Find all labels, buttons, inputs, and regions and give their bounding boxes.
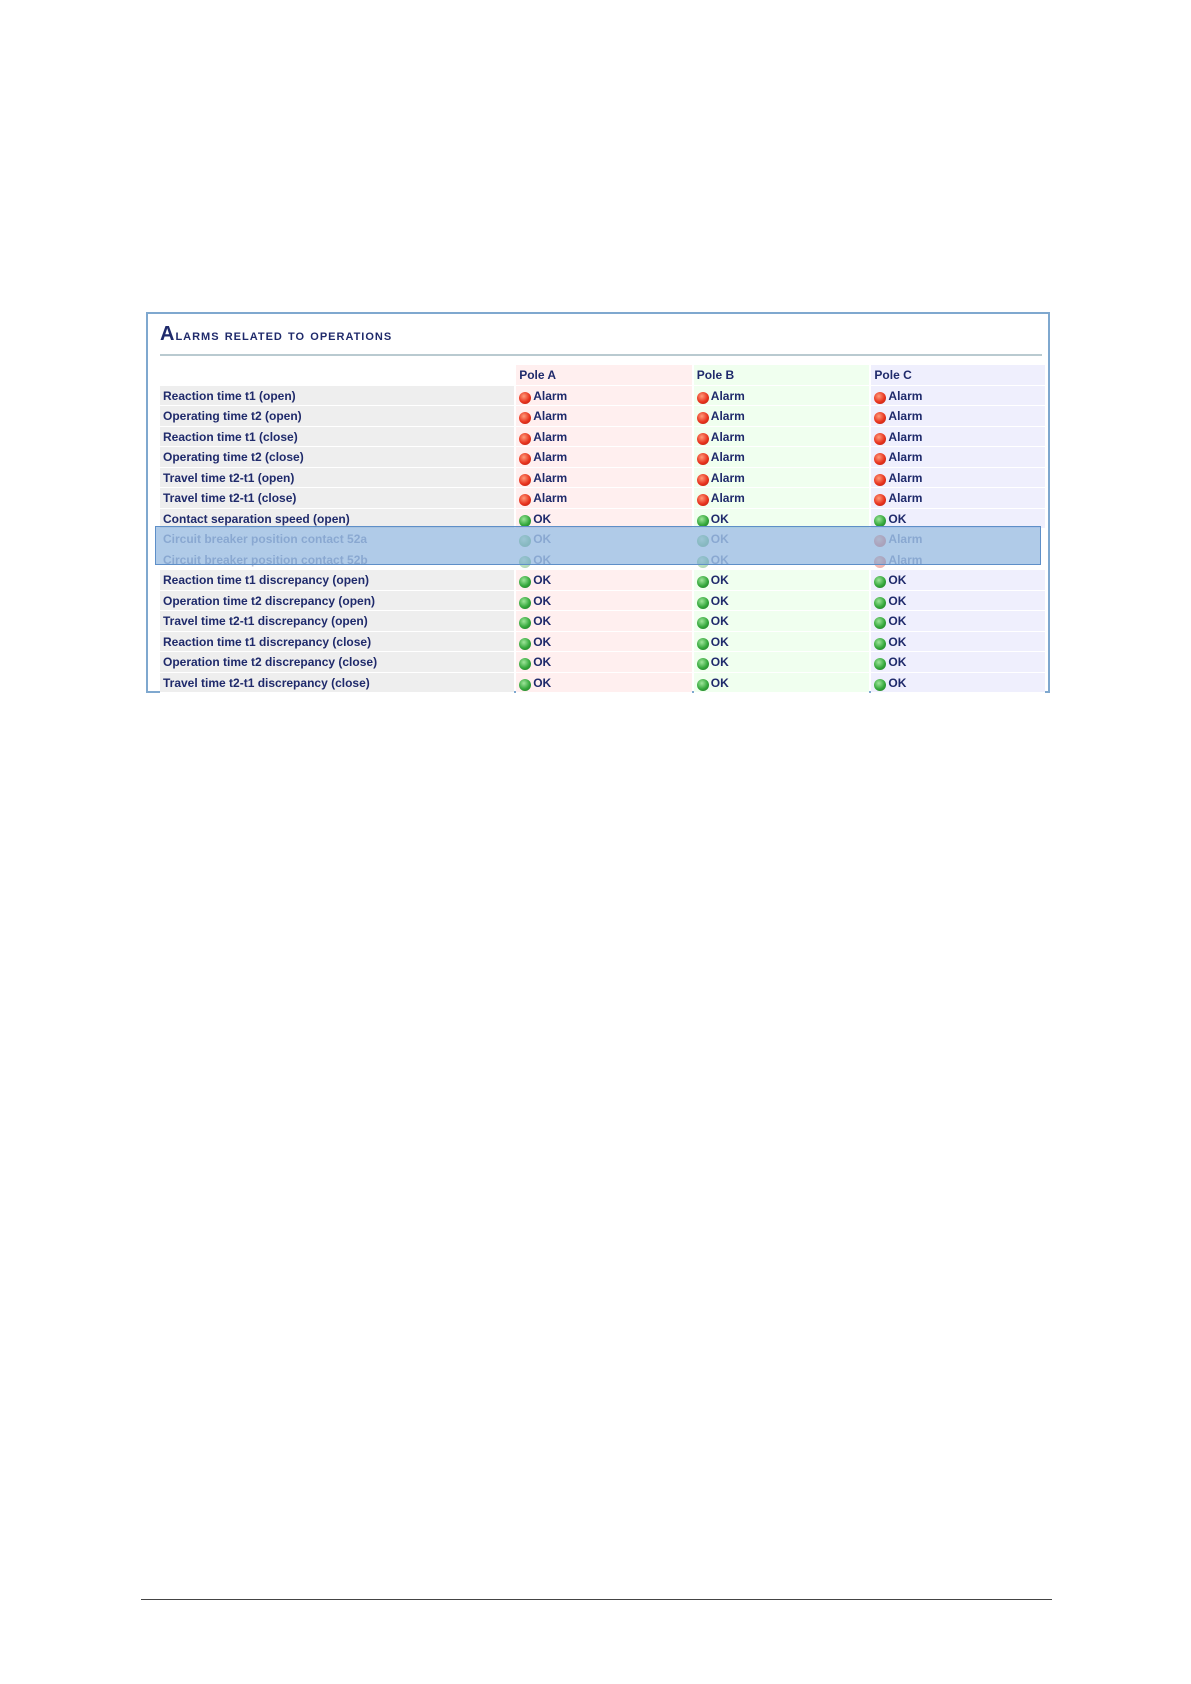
alarms-table — [160, 365, 1045, 693]
alarm-status-icon — [519, 474, 531, 486]
row-label: Operation time t2 discrepancy (close) — [160, 652, 514, 673]
status-text: Alarm — [710, 450, 745, 464]
status-text: Alarm — [888, 388, 923, 403]
status-text: Alarm — [888, 470, 923, 485]
status-badge — [519, 488, 567, 508]
status-cell-pole-c — [871, 652, 1045, 673]
status-badge — [874, 550, 922, 570]
status-text: Alarm — [533, 409, 568, 423]
status-text: OK — [888, 655, 907, 669]
status-cell-pole-b — [694, 406, 870, 427]
row-label: Reaction time t1 discrepancy (open) — [160, 570, 514, 591]
status-badge — [697, 509, 729, 529]
status-badge — [697, 386, 745, 406]
status-cell-pole-b — [694, 632, 870, 653]
ok-status-icon — [874, 576, 886, 588]
status-badge — [519, 427, 567, 447]
alarm-status-icon — [874, 494, 886, 506]
status-text: Alarm — [533, 429, 568, 444]
status-cell-pole-c — [871, 529, 1045, 550]
status-text: Alarm — [533, 450, 568, 464]
alarm-status-icon — [874, 535, 886, 547]
ok-status-icon — [519, 535, 531, 547]
table-row[interactable] — [160, 386, 1045, 407]
row-label: Circuit breaker position contact 52b — [160, 550, 514, 571]
ok-status-icon — [874, 515, 886, 527]
status-text: OK — [710, 552, 729, 567]
status-badge — [697, 570, 729, 590]
status-text: OK — [710, 593, 729, 608]
status-text: Alarm — [888, 429, 923, 444]
status-badge — [519, 570, 551, 590]
status-cell-pole-c — [871, 550, 1045, 571]
page-footer-rule — [141, 1599, 1052, 1600]
row-label: Operating time t2 (close) — [160, 447, 514, 468]
status-badge — [519, 632, 551, 652]
table-row[interactable] — [160, 529, 1045, 550]
row-label: Travel time t2-t1 (open) — [160, 468, 514, 489]
status-text: OK — [888, 573, 907, 587]
status-badge — [697, 406, 745, 426]
status-badge — [697, 427, 745, 447]
status-badge — [519, 529, 551, 549]
status-badge — [519, 468, 567, 488]
status-text: OK — [533, 532, 552, 546]
status-text: OK — [533, 675, 552, 690]
status-cell-pole-a — [516, 386, 692, 407]
status-badge — [519, 406, 567, 426]
status-text: OK — [710, 614, 729, 628]
alarm-status-icon — [519, 412, 531, 424]
title-divider — [160, 354, 1042, 356]
status-cell-pole-c — [871, 468, 1045, 489]
row-label: Operation time t2 discrepancy (open) — [160, 591, 514, 612]
status-text: OK — [888, 634, 907, 649]
status-text: OK — [533, 634, 552, 649]
alarm-status-icon — [874, 392, 886, 404]
alarm-status-icon — [697, 453, 709, 465]
status-cell-pole-a — [516, 673, 692, 694]
status-cell-pole-b — [694, 529, 870, 550]
status-text: OK — [888, 614, 907, 628]
status-cell-pole-b — [694, 447, 870, 468]
table-row[interactable] — [160, 570, 1045, 591]
alarm-status-icon — [519, 453, 531, 465]
alarm-status-icon — [697, 392, 709, 404]
row-label: Travel time t2-t1 (close) — [160, 488, 514, 509]
status-cell-pole-b — [694, 591, 870, 612]
status-cell-pole-a — [516, 529, 692, 550]
status-cell-pole-a — [516, 591, 692, 612]
table-row[interactable] — [160, 509, 1045, 530]
ok-status-icon — [697, 515, 709, 527]
status-cell-pole-c — [871, 570, 1045, 591]
alarm-status-icon — [874, 556, 886, 568]
row-label: Travel time t2-t1 discrepancy (open) — [160, 611, 514, 632]
status-text: Alarm — [888, 552, 923, 567]
status-badge — [697, 652, 729, 672]
header-label-spacer — [160, 365, 514, 386]
column-header-pole-b: Pole B — [694, 365, 870, 386]
status-badge — [874, 591, 906, 611]
alarms-operations-panel — [146, 312, 1050, 693]
row-label: Contact separation speed (open) — [160, 509, 514, 530]
status-cell-pole-c — [871, 509, 1045, 530]
status-badge — [697, 488, 745, 508]
row-label: Reaction time t1 (close) — [160, 427, 514, 448]
row-label: Circuit breaker position contact 52a — [160, 529, 514, 550]
ok-status-icon — [697, 617, 709, 629]
status-cell-pole-a — [516, 652, 692, 673]
alarm-status-icon — [697, 474, 709, 486]
ok-status-icon — [697, 658, 709, 670]
status-text: OK — [710, 675, 729, 690]
status-badge — [697, 447, 745, 467]
status-text: OK — [710, 634, 729, 649]
status-cell-pole-c — [871, 447, 1045, 468]
status-badge — [874, 632, 906, 652]
status-text: OK — [533, 593, 552, 608]
status-cell-pole-c — [871, 611, 1045, 632]
status-badge — [697, 591, 729, 611]
alarm-status-icon — [697, 494, 709, 506]
status-badge — [519, 591, 551, 611]
status-text: Alarm — [533, 388, 568, 403]
row-label: Reaction time t1 (open) — [160, 386, 514, 407]
status-cell-pole-a — [516, 447, 692, 468]
status-text: OK — [533, 552, 552, 567]
ok-status-icon — [697, 597, 709, 609]
row-label: Travel time t2-t1 discrepancy (close) — [160, 673, 514, 694]
status-text: OK — [710, 573, 729, 587]
ok-status-icon — [519, 576, 531, 588]
status-text: Alarm — [710, 470, 745, 485]
status-cell-pole-c — [871, 591, 1045, 612]
status-badge — [519, 611, 551, 631]
status-cell-pole-c — [871, 406, 1045, 427]
status-text: OK — [533, 573, 552, 587]
alarm-status-icon — [519, 392, 531, 404]
ok-status-icon — [697, 556, 709, 568]
status-text: Alarm — [888, 491, 923, 505]
row-label: Reaction time t1 discrepancy (close) — [160, 632, 514, 653]
alarm-status-icon — [697, 412, 709, 424]
table-row[interactable] — [160, 652, 1045, 673]
status-badge — [697, 611, 729, 631]
status-cell-pole-b — [694, 570, 870, 591]
table-row[interactable] — [160, 611, 1045, 632]
status-badge — [519, 550, 551, 570]
status-text: OK — [888, 675, 907, 690]
status-cell-pole-b — [694, 611, 870, 632]
alarm-status-icon — [697, 433, 709, 445]
ok-status-icon — [519, 638, 531, 650]
status-badge — [519, 386, 567, 406]
table-row[interactable] — [160, 427, 1045, 448]
status-cell-pole-a — [516, 570, 692, 591]
status-text: Alarm — [888, 409, 923, 423]
status-cell-pole-c — [871, 632, 1045, 653]
status-cell-pole-b — [694, 468, 870, 489]
status-text: OK — [533, 511, 552, 526]
table-row[interactable] — [160, 550, 1045, 571]
status-cell-pole-a — [516, 550, 692, 571]
status-text: OK — [710, 511, 729, 526]
ok-status-icon — [697, 638, 709, 650]
status-badge — [697, 550, 729, 570]
status-badge — [697, 673, 729, 693]
ok-status-icon — [519, 658, 531, 670]
status-cell-pole-b — [694, 673, 870, 694]
status-badge — [519, 509, 551, 529]
status-text: Alarm — [710, 429, 745, 444]
alarm-status-icon — [874, 433, 886, 445]
status-cell-pole-b — [694, 386, 870, 407]
status-text: Alarm — [533, 491, 568, 505]
status-badge — [519, 652, 551, 672]
status-badge — [874, 652, 906, 672]
status-text: Alarm — [710, 491, 745, 505]
status-badge — [874, 570, 906, 590]
status-badge — [519, 447, 567, 467]
ok-status-icon — [697, 576, 709, 588]
status-badge — [874, 468, 922, 488]
ok-status-icon — [519, 556, 531, 568]
status-badge — [697, 529, 729, 549]
status-badge — [874, 529, 922, 549]
status-badge — [874, 427, 922, 447]
alarm-status-icon — [874, 453, 886, 465]
status-text: Alarm — [533, 470, 568, 485]
status-text: OK — [888, 511, 907, 526]
ok-status-icon — [519, 617, 531, 629]
alarm-status-icon — [874, 474, 886, 486]
table-row[interactable] — [160, 406, 1045, 427]
status-badge — [874, 673, 906, 693]
status-cell-pole-c — [871, 427, 1045, 448]
table-row[interactable] — [160, 468, 1045, 489]
status-cell-pole-c — [871, 386, 1045, 407]
column-header-pole-a: Pole A — [516, 365, 692, 386]
table-row[interactable] — [160, 488, 1045, 509]
status-cell-pole-b — [694, 550, 870, 571]
panel-title: Alarms related to operations — [160, 323, 393, 345]
status-cell-pole-c — [871, 488, 1045, 509]
ok-status-icon — [874, 597, 886, 609]
table-row[interactable] — [160, 632, 1045, 653]
table-row[interactable] — [160, 447, 1045, 468]
status-cell-pole-b — [694, 427, 870, 448]
status-text: OK — [533, 614, 552, 628]
alarm-status-icon — [519, 433, 531, 445]
status-cell-pole-b — [694, 488, 870, 509]
ok-status-icon — [874, 617, 886, 629]
status-text: OK — [710, 532, 729, 546]
status-badge — [874, 611, 906, 631]
status-badge — [874, 488, 922, 508]
status-text: Alarm — [710, 388, 745, 403]
status-cell-pole-a — [516, 632, 692, 653]
status-badge — [874, 386, 922, 406]
row-label: Operating time t2 (open) — [160, 406, 514, 427]
status-text: Alarm — [888, 450, 923, 464]
column-header-pole-c: Pole C — [871, 365, 1045, 386]
status-cell-pole-b — [694, 652, 870, 673]
status-cell-pole-a — [516, 406, 692, 427]
status-cell-pole-a — [516, 468, 692, 489]
status-text: OK — [888, 593, 907, 608]
status-cell-pole-a — [516, 488, 692, 509]
status-cell-pole-c — [871, 673, 1045, 694]
status-badge — [697, 632, 729, 652]
ok-status-icon — [874, 658, 886, 670]
ok-status-icon — [874, 638, 886, 650]
status-badge — [874, 406, 922, 426]
ok-status-icon — [519, 515, 531, 527]
table-row[interactable] — [160, 591, 1045, 612]
status-cell-pole-a — [516, 509, 692, 530]
status-cell-pole-a — [516, 611, 692, 632]
status-text: OK — [710, 655, 729, 669]
alarm-status-icon — [519, 494, 531, 506]
status-cell-pole-a — [516, 427, 692, 448]
table-header-row — [160, 365, 1045, 386]
status-badge — [874, 447, 922, 467]
status-cell-pole-b — [694, 509, 870, 530]
ok-status-icon — [519, 597, 531, 609]
status-text: Alarm — [710, 409, 745, 423]
alarm-status-icon — [874, 412, 886, 424]
status-text: OK — [533, 655, 552, 669]
status-text: Alarm — [888, 532, 923, 546]
status-badge — [874, 509, 906, 529]
status-badge — [519, 673, 551, 693]
ok-status-icon — [697, 535, 709, 547]
ok-status-icon — [697, 679, 709, 691]
ok-status-icon — [519, 679, 531, 691]
status-badge — [697, 468, 745, 488]
table-row[interactable] — [160, 673, 1045, 694]
ok-status-icon — [874, 679, 886, 691]
